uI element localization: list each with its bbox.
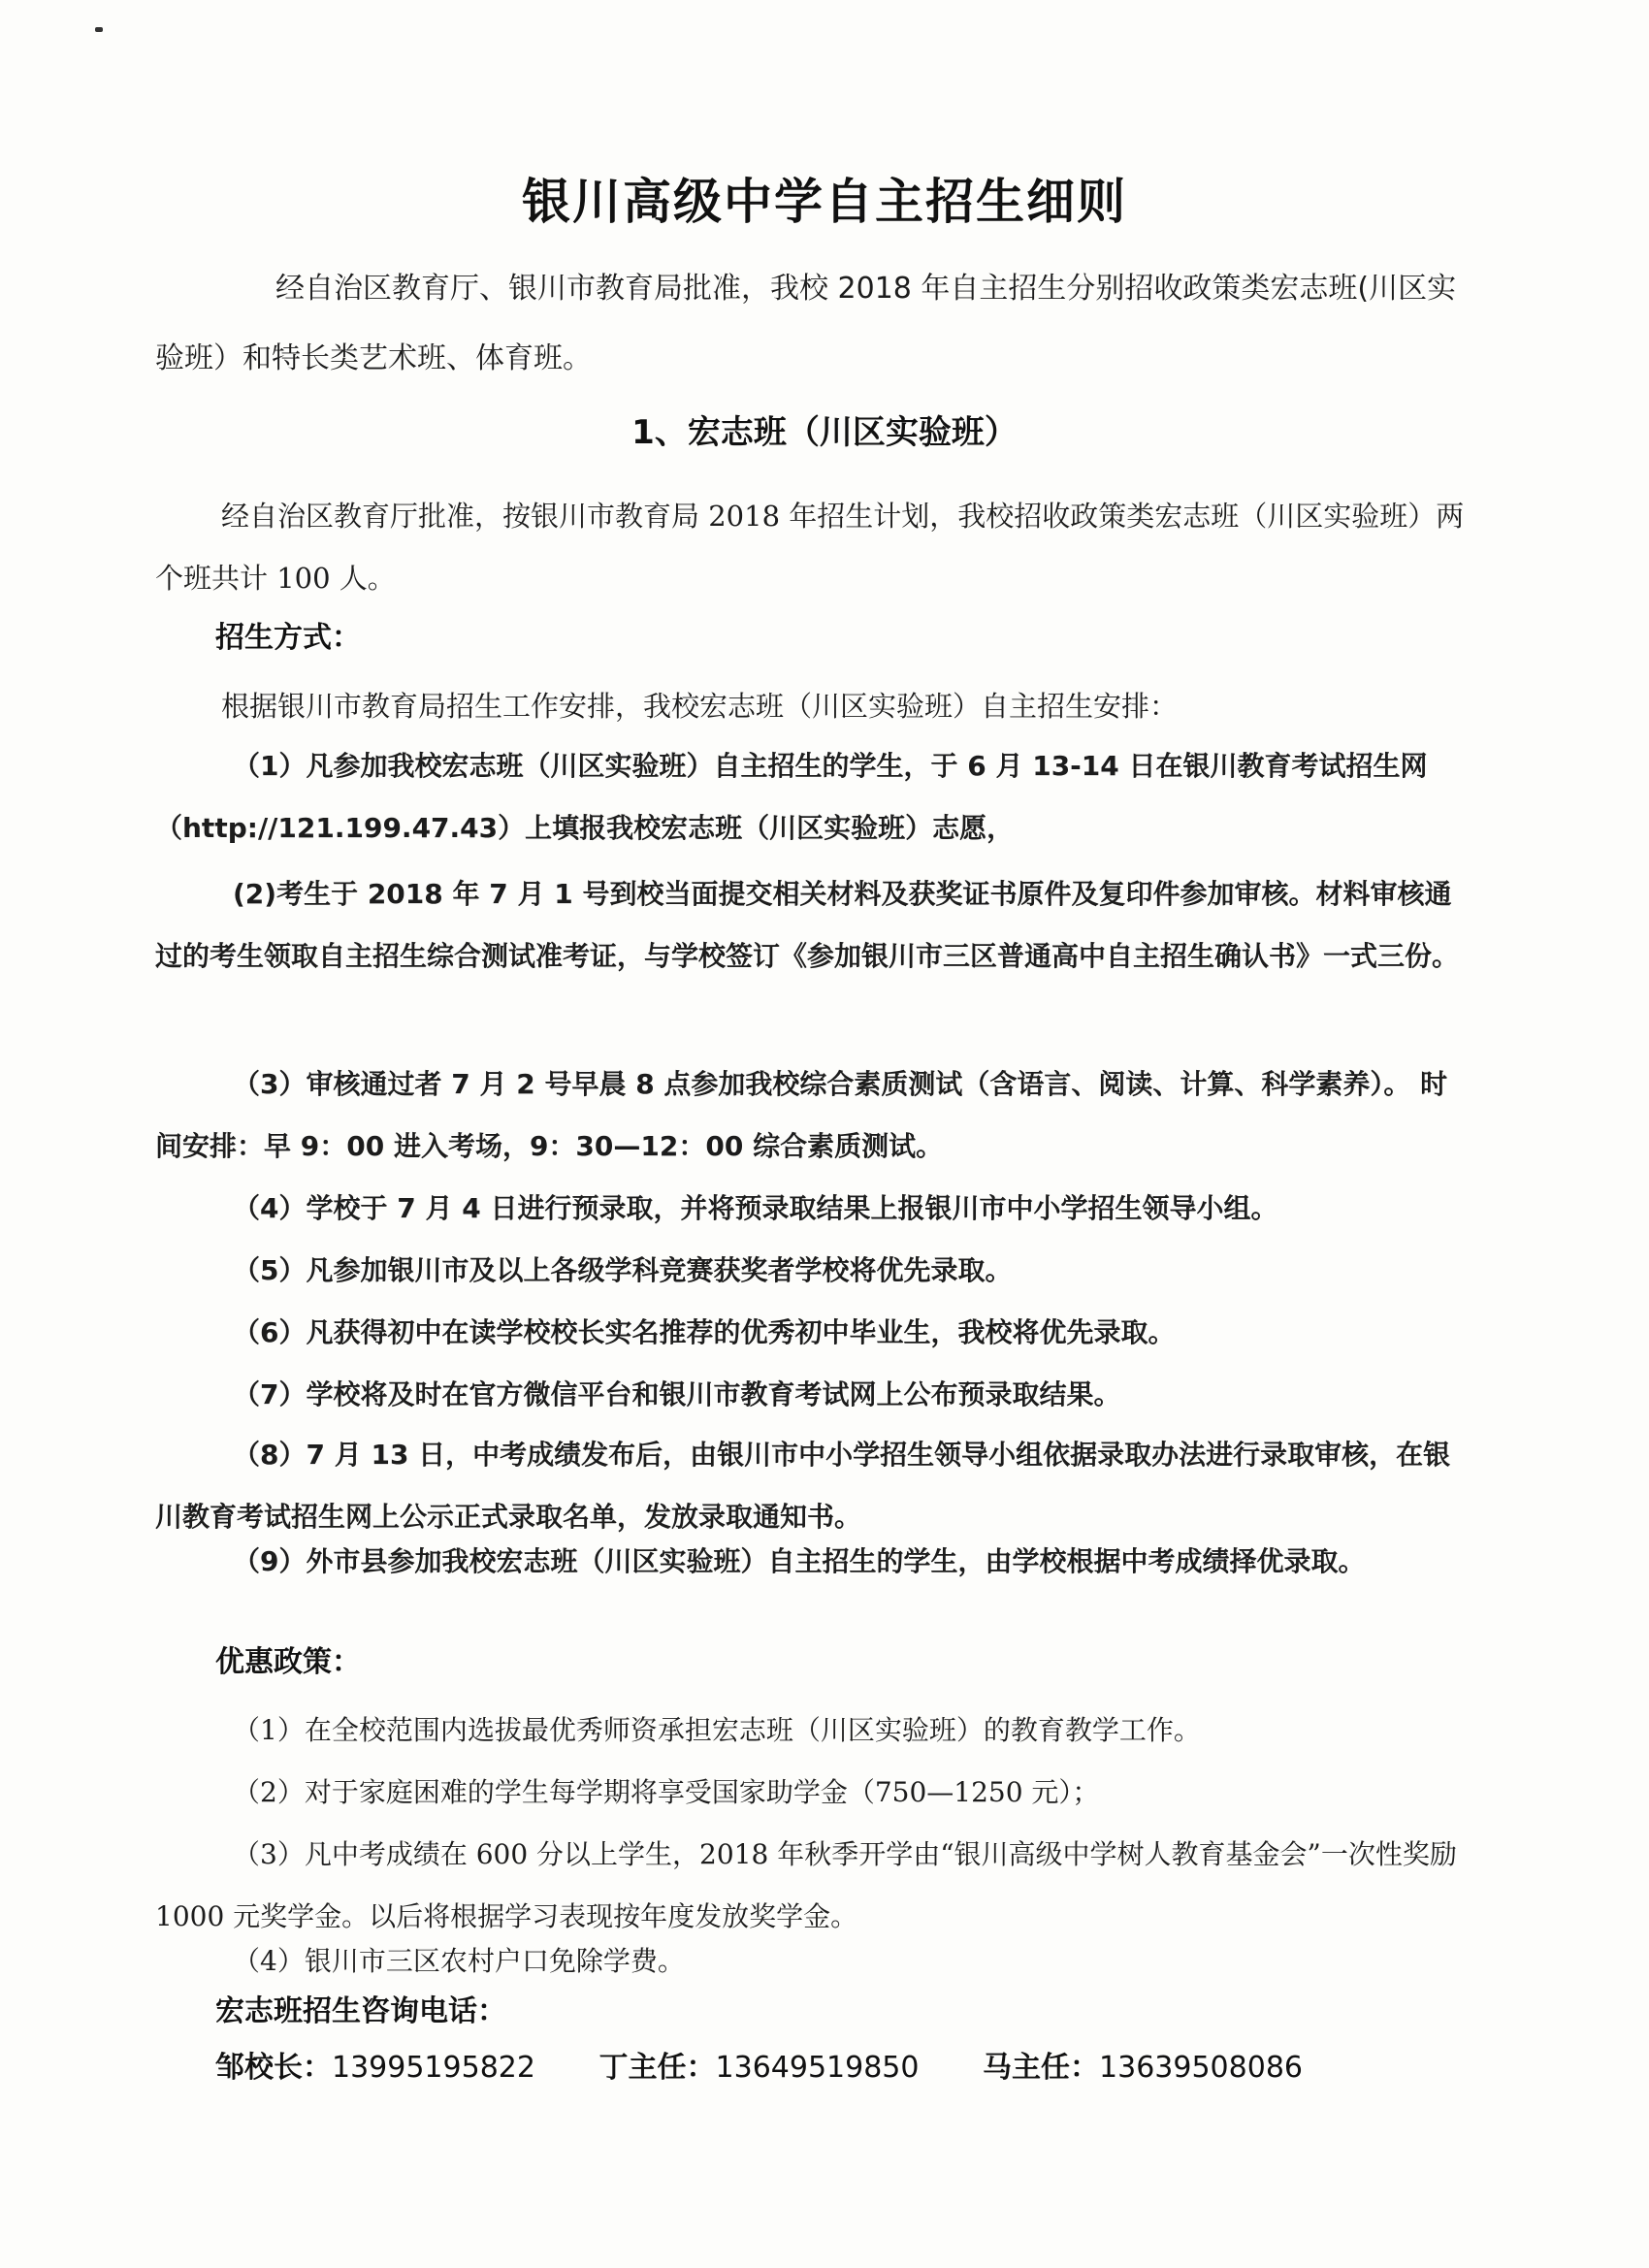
document-title: 银川高级中学自主招生细则 (522, 174, 1127, 230)
method-item-1: （1）凡参加我校宏志班（川区实验班）自主招生的学生，于 6 月 13-14 日在银川教育考试招生网（http://121.199.47.43）上填报我校宏志班（川区实验班）志愿， (155, 750, 1428, 844)
contact-label: 马主任： (983, 2051, 1100, 2085)
method-item-7: （7）学校将及时在官方微信平台和银川市教育考试网上公布预录取结果。 (233, 1378, 1121, 1410)
method-item-3: （3）审核通过者 7 月 2 号早晨 8 点参加我校综合素质测试（含语言、阅读、计算、科学素养）。 时间安排：早 9：00 进入考场，9：30—12：00 综合素质测试。 (155, 1068, 1448, 1162)
intro-paragraph: 经自治区教育厅、银川市教育局批准，我校 2018 年自主招生分别招收政策类宏志班(川区实验班）和特长类艺术班、体育班。 (155, 272, 1457, 375)
benefit-item-3: （3）凡中考成绩在 600 分以上学生，2018 年秋季开学由“银川高级中学树人教育基金会”一次性奖励 1000 元奖学金。以后将根据学习表现按年度发放奖学金。 (155, 1838, 1457, 1932)
benefit-item-2: （2）对于家庭困难的学生每学期将享受国家助学金（750—1250 元）； (233, 1776, 1100, 1808)
contact-heading: 宏志班招生咨询电话： (215, 1994, 506, 2028)
methods-heading: 招生方式： (215, 621, 361, 655)
contact-label: 邹校长： (215, 2051, 332, 2085)
benefit-item-1: （1）在全校范围内选拔最优秀师资承担宏志班（川区实验班）的教育教学工作。 (233, 1714, 1201, 1746)
section-heading-1: 1、宏志班（川区实验班） (631, 413, 1018, 452)
scan-mark (95, 27, 103, 32)
contact-phone: 13649519850 (715, 2051, 920, 2085)
methods-intro: 根据银川市教育局招生工作安排，我校宏志班（川区实验班）自主招生安排： (221, 690, 1179, 723)
contact-entry (599, 2043, 920, 2086)
contact-label: 丁主任： (598, 2051, 716, 2085)
method-item-2: (2)考生于 2018 年 7 月 1 号到校当面提交相关材料及获奖证书原件及复印件参加审核。材料审核通过的考生领取自主招生综合测试准考证，与学校签订《参加银川市三区普通高中自主招生确认书》一式三份。 (155, 878, 1460, 972)
benefits-heading: 优惠政策： (215, 1645, 361, 1679)
section-paragraph: 经自治区教育厅批准，按银川市教育局 2018 年招生计划，我校招收政策类宏志班（川区实验班）两个班共计 100 人。 (155, 500, 1465, 595)
method-item-6: （6）凡获得初中在读学校校长实名推荐的优秀初中毕业生，我校将优先录取。 (233, 1316, 1176, 1348)
method-item-8: （8）7 月 13 日，中考成绩发布后，由银川市中小学招生领导小组依据录取办法进行录取审核，在银川教育考试招生网上公示正式录取名单，发放录取通知书。 (155, 1439, 1451, 1533)
contact-entry (215, 2043, 535, 2086)
contact-list (215, 2043, 1476, 2086)
contact-phone: 13639508086 (1099, 2051, 1303, 2085)
method-item-4: （4）学校于 7 月 4 日进行预录取，并将预录取结果上报银川市中小学招生领导小组。 (233, 1192, 1278, 1224)
method-item-9: （9）外市县参加我校宏志班（川区实验班）自主招生的学生，由学校根据中考成绩择优录取。 (233, 1545, 1366, 1577)
contact-entry (983, 2043, 1303, 2086)
method-item-5: （5）凡参加银川市及以上各级学科竞赛获奖者学校将优先录取。 (233, 1254, 1013, 1286)
benefit-item-4: （4）银川市三区农村户口免除学费。 (233, 1945, 685, 1977)
contact-phone: 13995195822 (332, 2051, 535, 2085)
